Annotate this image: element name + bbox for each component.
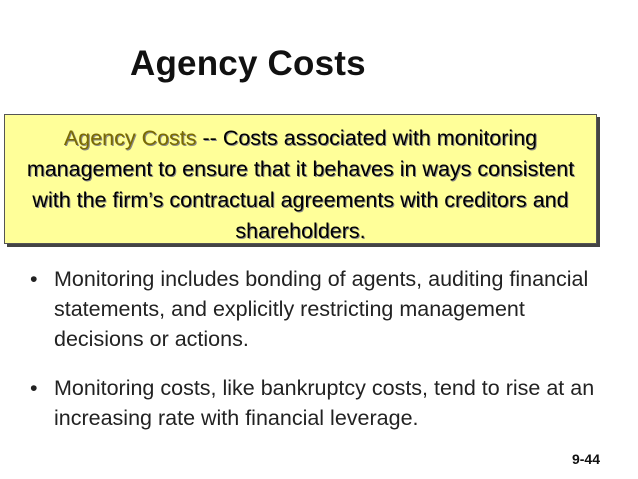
bullet-item [26, 264, 616, 354]
bullet-text: Monitoring includes bonding of agents, auditing financial statements, and explicitly restricting management decisions or actions. [54, 267, 589, 351]
definition-term: Agency Costs [63, 126, 197, 150]
definition-box [4, 114, 597, 244]
bullet-icon: • [30, 267, 38, 291]
bullet-item [26, 373, 616, 433]
bullet-icon: • [30, 376, 38, 400]
bullet-list [26, 264, 616, 433]
page-number: 9-44 [571, 451, 600, 467]
definition-separator: -- [196, 126, 223, 150]
slide-title: Agency Costs [130, 44, 366, 83]
bullet-text: Monitoring costs, like bankruptcy costs, tend to rise at an increasing rate with financial leverage. [54, 376, 595, 430]
definition-text: Costs associated with monitoring management to ensure that it behaves in ways consistent with the firm’s contractual agreements with creditors and shareholders. [26, 126, 575, 243]
